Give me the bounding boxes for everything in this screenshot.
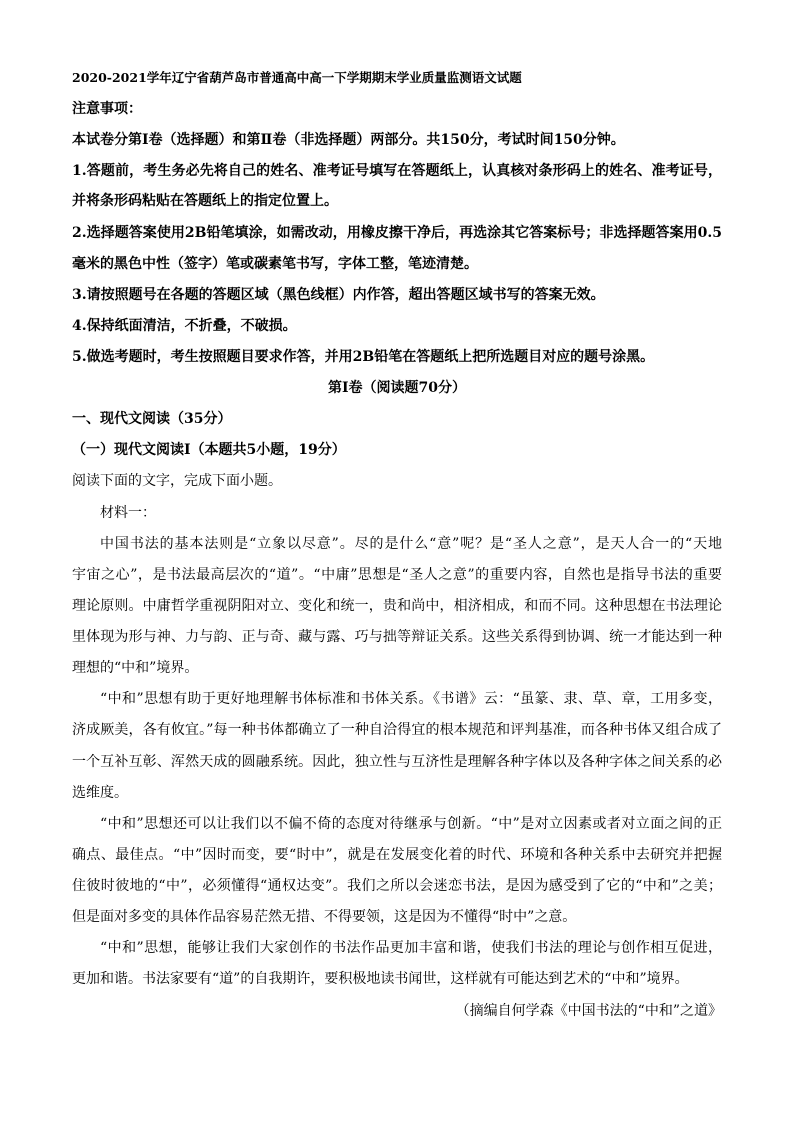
notice-item-5: 5.做选考题时，考生按照题目要求作答，并用2B铅笔在答题纸上把所选题目对应的题号涂黑。	[72, 349, 655, 365]
instruction: 阅读下面的文字，完成下面小题。	[72, 473, 282, 489]
paragraph-4-line-1: “中和”思想，能够让我们大家创作的书法作品更加丰富和谐，使我们书法的理论与创作相互促进，	[100, 940, 722, 956]
notice-heading: 注意事项：	[72, 101, 142, 117]
paragraph-3-line-3: 住彼时彼地的“中”，必须懂得“通权达变”。我们之所以会迷恋书法，是因为感受到了它的“中和”之美；	[72, 878, 722, 894]
paragraph-3-line-2: 确点、最佳点。“中”因时而变，要“时中”，就是在发展变化着的时代、环境和各种关系中去研究并把握	[72, 847, 722, 863]
notice-item-2-line-2: 毫米的黑色中性（签字）笔或碳素笔书写，字体工整，笔迹清楚。	[72, 256, 478, 272]
paragraph-1-line-3: 理论原则。中庸哲学重视阴阳对立、变化和统一，贵和尚中，相济相成，和而不同。这种思想在书法理论	[72, 598, 722, 614]
notice-item-3: 3.请按照题号在各题的答题区域（黑色线框）内作答，超出答题区域书写的答案无效。	[72, 287, 605, 303]
notice-item-1-line-1: 1.答题前，考生务必先将自己的姓名、准考证号填写在答题纸上，认真核对条形码上的姓名、准考证号，	[72, 163, 722, 179]
notice-intro: 本试卷分第Ⅰ卷（选择题）和第Ⅱ卷（非选择题）两部分。共150分，考试时间150分钟。	[72, 132, 625, 148]
paragraph-2-line-1: “中和”思想有助于更好地理解书体标准和书体关系。《书谱》云：“虽篆、隶、草、章，工用多变，	[100, 691, 722, 707]
paragraph-3-line-4: 但是面对多变的具体作品容易茫然无措、不得要领，这是因为不懂得“时中”之意。	[72, 909, 577, 925]
volume-heading: 第Ⅰ卷（阅读题70分）	[327, 380, 467, 396]
paragraph-3-line-1: “中和”思想还可以让我们以不偏不倚的态度对待继承与创新。“中”是对立因素或者对立面之间的正	[100, 816, 722, 832]
document-title: 2020-2021学年辽宁省葫芦岛市普通高中高一下学期期末学业质量监测语文试题	[72, 70, 522, 85]
subsection-heading: （一）现代文阅读Ⅰ（本题共5小题，19分）	[72, 442, 346, 458]
paragraph-1-line-5: 理想的“中和”境界。	[72, 660, 199, 676]
paragraph-1-line-1: 中国书法的基本法则是“立象以尽意”。尽的是什么“意”呢？是“圣人之意”，是天人合一的“天地	[100, 536, 722, 552]
paragraph-4-line-2: 更加和谐。书法家要有“道”的自我期许，要积极地读书闻世，这样就有可能达到艺术的“中和”境界。	[72, 971, 689, 987]
notice-item-2-line-1: 2.选择题答案使用2B铅笔填涂，如需改动，用橡皮擦干净后，再选涂其它答案标号；非选择题答案用0.5	[72, 225, 722, 241]
paragraph-2-line-4: 选维度。	[72, 785, 128, 801]
paragraph-2-line-2: 济成厥美，各有攸宜。”每一种书体都确立了一种自洽得宜的根本规范和评判基准，而各种书体又组合成了	[72, 722, 722, 738]
notice-item-4: 4.保持纸面清洁，不折叠，不破损。	[72, 318, 297, 334]
notice-item-1-line-2: 并将条形码粘贴在答题纸上的指定位置上。	[72, 193, 338, 209]
material-label: 材料一：	[100, 505, 156, 521]
paragraph-1-line-2: 宇宙之心”，是书法最高层次的“道”。“中庸”思想是“圣人之意”的重要内容，自然也是指导书法的重要	[72, 567, 722, 583]
section-heading: 一、现代文阅读（35分）	[72, 411, 232, 427]
source-citation: （摘编自何学森《中国书法的“中和”之道》	[455, 1003, 722, 1019]
paragraph-1-line-4: 里体现为形与神、力与韵、正与奇、藏与露、巧与拙等辩证关系。这些关系得到协调、统一才能达到一种	[72, 629, 722, 645]
paragraph-2-line-3: 一个互补互彰、浑然天成的圆融系统。因此，独立性与互济性是理解各种字体以及各种字体之间关系的必	[72, 754, 722, 770]
